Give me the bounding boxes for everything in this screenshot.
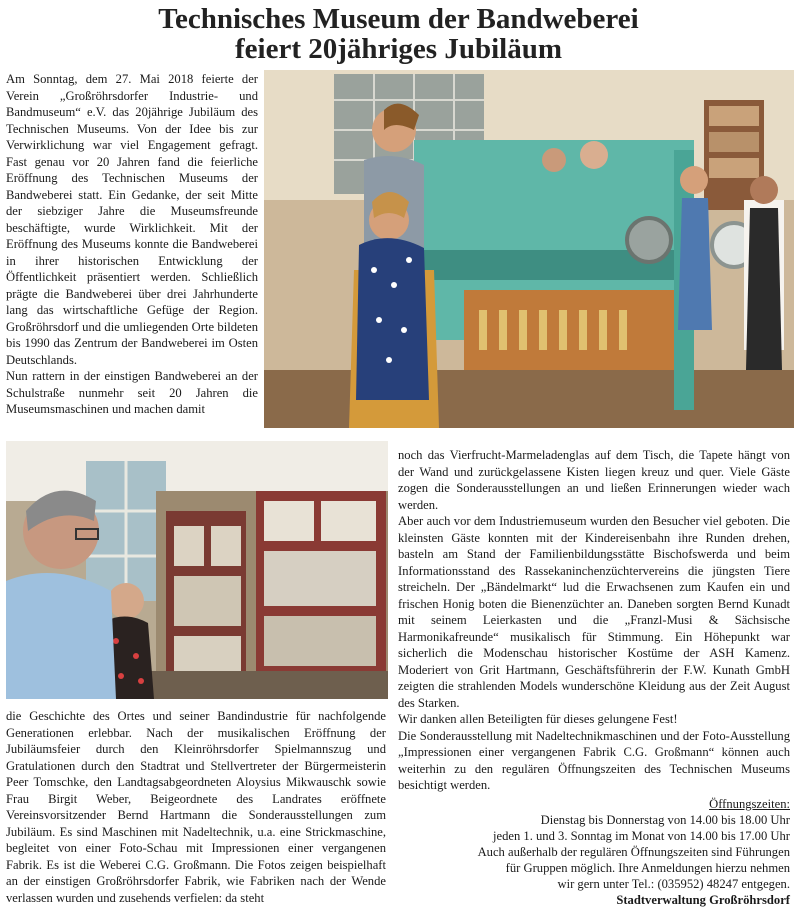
middle-left-column — [6, 708, 386, 906]
opening-hours-block — [398, 796, 790, 908]
signature: Stadtverwaltung Großröhrsdorf — [616, 893, 790, 907]
opening-hours-line-1: Dienstag bis Donnerstag von 14.00 bis 18.00 Uhr — [540, 813, 790, 827]
article-title — [0, 4, 797, 64]
intro-column — [6, 71, 258, 418]
photo-loom-visitors — [264, 70, 794, 428]
intro-paragraph-2: Nun rattern in der einstigen Bandweberei an der Schulstraße nunmehr seit 20 Jahren die Museumsmaschinen und machen damit — [6, 369, 258, 416]
photo-exhibition-visitors — [6, 441, 388, 699]
opening-hours-line-5: wir gern unter Tel.: (035952) 48247 entgegen. — [557, 877, 790, 891]
right-paragraph-2: Aber auch vor dem Industriemuseum wurden den Besucher viel geboten. Die kleinsten Gäste konnten mit der Kindereisenbahn ihre Runden drehen, basteln am Stand der Familienbildungsstätte Bischofswerda und beim Informationsstand des Rassekaninchenzüchtervereins die jüngsten Tiere streicheln. Der „Bändelmarkt“ lud die Erwachsenen zum Kaufen ein und frischen Honig boten die Bienenzüchter an. Daneben sorgten Bernd Kunadt mit seinem Leierkasten und die „Franzl-Musi & Sächsische Harmonikafreunde“ musikalisch für Stimmung. Ein Höhepunkt war sicherlich die Modenschau historischer Kostüme der ASH Kamenz. Moderiert von Grit Hartmann, Geschäftsführerin der F.W. Kunath GmbH zeigten die strahlenden Models wunderschöne Kleidung aus der Zeit August des Starken. — [398, 514, 790, 710]
right-paragraph-4: Die Sonderausstellung mit Nadeltechnikmaschinen und der Foto-Ausstellung „Impressionen einer vergangenen Fabrik C.G. Großmann“ können auch weiterhin zu den regulären Öffnungszeiten des Technischen Museums besichtigt werden. — [398, 728, 790, 792]
middle-paragraph: die Geschichte des Ortes und seiner Bandindustrie für nachfolgende Generationen erlebbar. Nach der musikalischen Eröffnung der Jubiläumsfeier durch den Kleinröhrsdorfer Spielmannszug und Gratulationen durch den Stadtrat und Stellvertreter der Bürgermeisterin Peer Tomschke, den Landtagsabgeordneten Aloysius Mikwauschk sowie Frau Birgit Weber, Beigeordnete des Landrates eröffnete Vereinsvorsitzender Bernd Hartmann die Sonderausstellungen zum Jubiläum. Es sind Maschinen mit Nadeltechnik, u.a. eine Strickmaschine, begleitet von einer Foto-Schau mit Impressionen einer vergangenen Fabrik. Es ist die Weberei C.G. Großmann. Die Fotos zeigen beispielhaft an der einstigen Großröhrsdorfer Fabrik, wie Fabriken nach der Wende verlassen wurden und zusehends verfielen: da steht — [6, 709, 386, 905]
opening-hours-line-4: für Gruppen möglich. Ihre Anmeldungen hierzu nehmen — [505, 861, 790, 875]
title-line-2: feiert 20jähriges Jubiläum — [234, 33, 562, 65]
right-column — [398, 447, 790, 794]
opening-hours-line-3: Auch außerhalb der regulären Öffnungszeiten sind Führungen — [477, 845, 790, 859]
opening-hours-line-2: jeden 1. und 3. Sonntag im Monat von 14.00 bis 17.00 Uhr — [493, 829, 790, 843]
title-line-1: Technisches Museum der Bandweberei — [158, 3, 639, 35]
right-paragraph-1: noch das Vierfrucht-Marmeladenglas auf dem Tisch, die Tapete hängt von der Wand und zurückgelassene Kisten liegen kreuz und quer. Viele Gäste zogen die Sonderausstellungen an und ließen Erinnerungen wieder wach werden. — [398, 448, 790, 512]
opening-hours-heading: Öffnungszeiten: — [709, 797, 790, 811]
right-paragraph-3: Wir danken allen Beteiligten für dieses gelungene Fest! — [398, 712, 678, 726]
intro-paragraph-1: Am Sonntag, dem 27. Mai 2018 feierte der Verein „Großröhrsdorfer Industrie- und Bandmuseum“ e.V. das 20jährige Jubiläum des Technischen Museums. Von der Idee bis zur Verwirklichung war viel Engagement gefragt. Fast genau vor 20 Jahren fand die feierliche Eröffnung des Technischen Museums der Bandweberei statt. Ein Gedanke, der seit Mitte der siebziger Jahre die Museumsfreunde beschäftigte, wurde Wirklichkeit. Mit der Eröffnung des Museums konnte die Bandweberei in ihrer historischen Entwicklung der Öffentlichkeit präsentiert werden. Schließlich prägte die Bandweberei über drei Jahrhunderte lang das wirtschaftliche Gefüge der Region. Großröhrsdorf und die umliegenden Orte bildeten bis 1990 das Zentrum der Bandweberei im Osten Deutschlands. — [6, 72, 258, 367]
